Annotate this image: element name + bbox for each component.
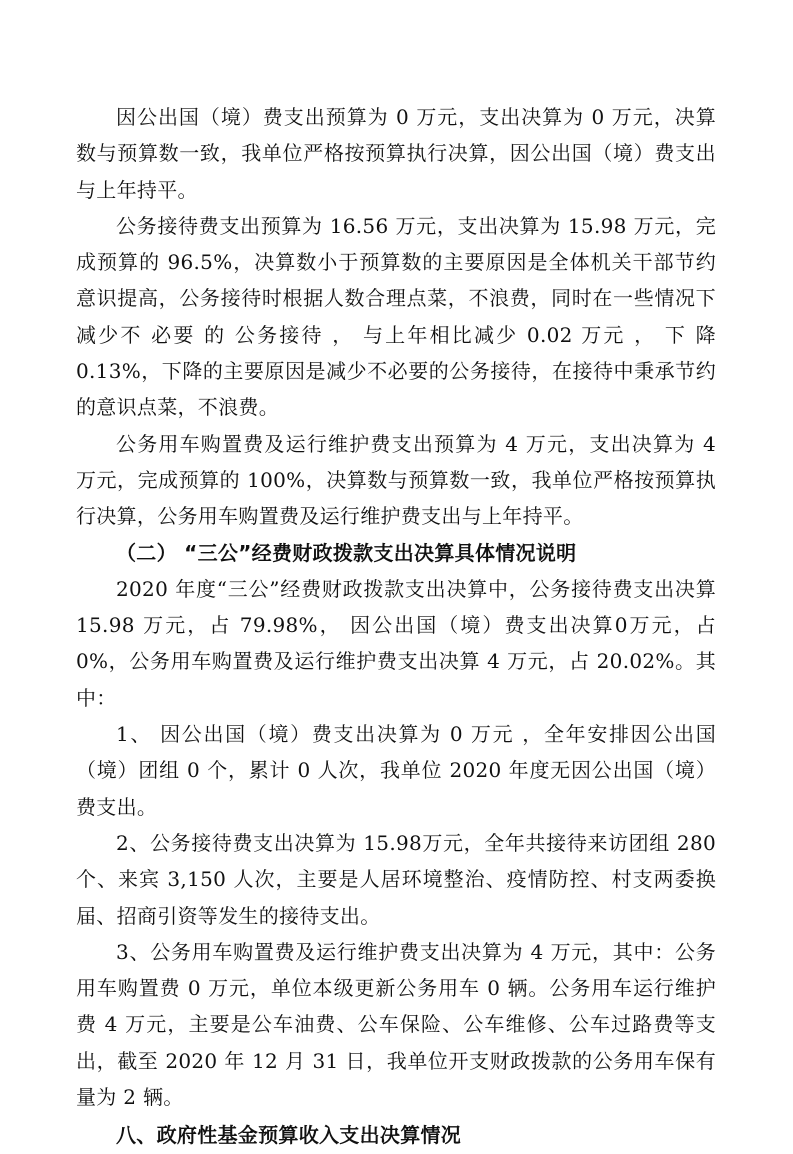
section-title-government-fund: 八、政府性基金预算收入支出决算情况 [116,1123,462,1148]
paragraph-summary: 2020 年度“三公”经费财政拨款支出决算中，公务接待费支出决算 15.98 万元，占 79.98%， 因公出国（境）费支出决算0万元，占 0%，公务用车购置费及运行维护费支出决算 4 万元，占 20.02%。其中： [76,576,716,710]
list-item-vehicle: 3、公务用车购置费及运行维护费支出决算为 4 万元，其中：公务用车购置费 0 万元，单位本级更新公务用车 0 辆。公务用车运行维护费 4 万元，主要是公车油费、公车保险、公车维修、公车过路费等支出，截至 2020 年 12 月 31 日，我单位开支财政拨款的公务用车保有量为 2 辆。 [76,939,716,1110]
list-item-reception: 2、公务接待费支出决算为 15.98万元，全年共接待来访团组 280 个、来宾 3,150 人次，主要是人居环境整治、疫情防控、村支两委换届、招商引资等发生的接待支出。 [76,830,716,928]
paragraph-reception-expense: 公务接待费支出预算为 16.56 万元，支出决算为 15.98 万元，完成预算的 96.5%，决算数小于预算数的主要原因是全体机关干部节约意识提高，公务接待时根据人数合理点菜，不浪费，同时在一些情况下减少不 必要 的 公务接待 ， 与上年相比减少 0.02 万元 ， 下 降 0.13%，下降的主要原因是减少不必要的公务接待，在接待中秉承节约的意识点菜，不浪费。 [76,213,716,420]
paragraph-overseas-expense: 因公出国（境）费支出预算为 0 万元，支出决算为 0 万元，决算数与预算数一致，我单位严格按预算执行决算，因公出国（境）费支出与上年持平。 [76,105,716,202]
subheading-three-public-expenses: （二） “三公”经费财政拨款支出决算具体情况说明 [116,540,577,565]
list-item-overseas: 1、 因公出国（境）费支出决算为 0 万元 ，全年安排因公出国（境）团组 0 个，累计 0 人次，我单位 2020 年度无因公出国（境）费支出。 [76,722,716,819]
paragraph-vehicle-expense: 公务用车购置费及运行维护费支出预算为 4 万元，支出决算为 4 万元，完成预算的 100%，决算数与预算数一致，我单位严格按预算执行决算，公务用车购置费及运行维护费支出与上年持平。 [76,431,716,529]
document-body [76,99,716,1154]
